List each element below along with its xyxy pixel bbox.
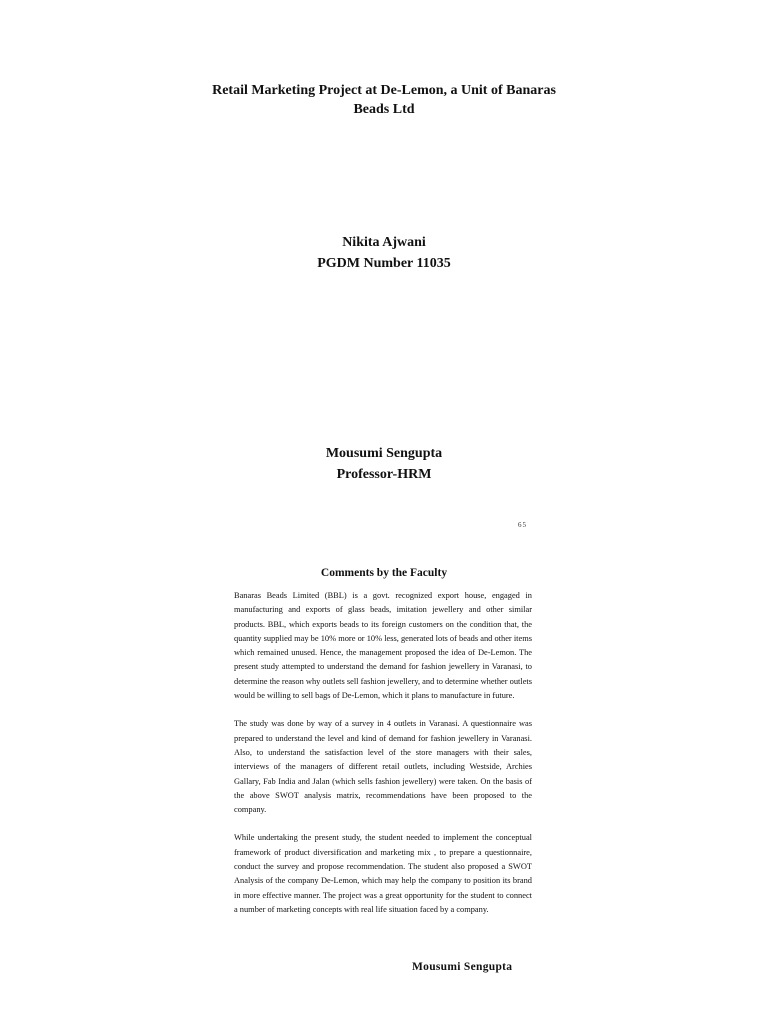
comments-body: [234, 589, 532, 931]
supervisor-name: Mousumi Sengupta: [325, 446, 443, 461]
supervisor-role: Professor-HRM: [336, 467, 432, 482]
comments-paragraph: While undertaking the present study, the student needed to implement the conceptual framework of product diversification and marketing mix , to prepare a questionnaire, conduct the survey and propose recommendation. The student also proposed a SWOT Analysis of the company De-Lemon, which may help the company to position its brand in more effective manner. The project was a great opportunity for the student to connect a number of marketing concepts with real life situation faced by a company.: [234, 833, 532, 914]
page-number: 65: [518, 521, 527, 529]
author-name: Nikita Ajwani: [342, 235, 426, 250]
author-block: [234, 232, 534, 274]
author-id: PGDM Number 11035: [317, 256, 451, 271]
comments-heading: Comments by the Faculty: [320, 567, 448, 579]
faculty-signature: Mousumi Sengupta: [412, 961, 513, 973]
comments-paragraph: The study was done by way of a survey in 4 outlets in Varanasi. A questionnaire was prepared to understand the level and kind of demand for fashion jewellery in Varanasi. Also, to understand the satisfaction level of the store managers with their sales, interviews of the managers of different retail outlets, including Westside, Archies Gallary, Fab India and Jalan (which sells fashion jewellery) were taken. On the basis of the above SWOT analysis matrix, recommendations have been proposed to the company.: [234, 719, 532, 815]
document-title: Retail Marketing Project at De-Lemon, a Unit of Banaras Beads Ltd: [212, 83, 556, 117]
supervisor-block: [234, 443, 534, 485]
comments-paragraph: Banaras Beads Limited (BBL) is a govt. recognized export house, engaged in manufacturing and exports of glass beads, imitation jewellery and other similar products. BBL, which exports beads to its foreign customers on the condition that, the quantity supplied may be 10% more or 10% less, generated lots of beads and other items which remained unused. Hence, the management proposed the idea of De-Lemon. The present study attempted to understand the demand for fashion jewellery in Varanasi, to determine the reason why outlets sell fashion jewellery, and to determine whether outlets would be willing to sell bags of De-Lemon, which it plans to manufacture in future.: [234, 591, 532, 701]
